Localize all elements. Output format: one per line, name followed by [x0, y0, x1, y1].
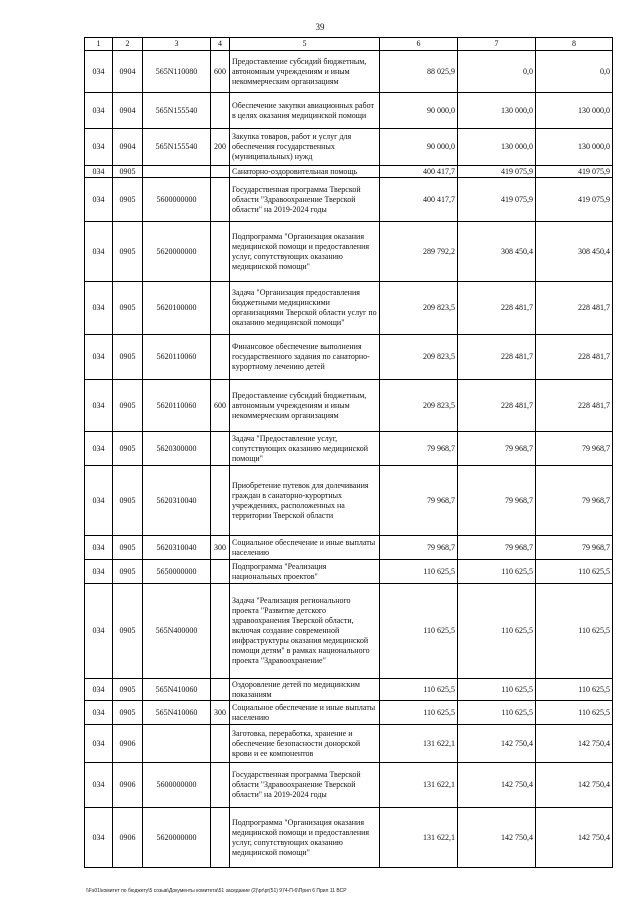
- cell-amount-year-1: 110 625,5: [380, 560, 458, 584]
- cell-section-code: 0905: [113, 432, 143, 466]
- table-row: [85, 432, 613, 466]
- cell-target-article: [143, 725, 211, 763]
- cell-description: Закупка товаров, работ и услуг для обеспечения государственных (муниципальных) нужд: [230, 129, 380, 166]
- cell-section-code: 0905: [113, 178, 143, 222]
- cell-section-code: 0905: [113, 560, 143, 584]
- cell-description: Обеспечение закупки авиационных работ в целях оказания медицинской помощи: [230, 93, 380, 129]
- cell-amount-year-2: 110 625,5: [458, 560, 536, 584]
- cell-expense-type: [211, 679, 230, 701]
- page-number: 39: [315, 22, 325, 32]
- cell-target-article: [143, 166, 211, 178]
- cell-amount-year-2: 142 750,4: [458, 763, 536, 808]
- cell-expense-type: [211, 725, 230, 763]
- cell-amount-year-3: 79 968,7: [536, 432, 613, 466]
- cell-description: Задача "Организация предоставления бюджетными медицинскими организациями Тверской области услуг по оказанию медицинской помощи": [230, 282, 380, 335]
- cell-amount-year-2: 142 750,4: [458, 808, 536, 868]
- cell-section-code: 0905: [113, 282, 143, 335]
- cell-target-article: 565N410060: [143, 701, 211, 725]
- cell-section-code: 0905: [113, 679, 143, 701]
- cell-expense-type: [211, 560, 230, 584]
- cell-amount-year-1: 90 000,0: [380, 93, 458, 129]
- cell-amount-year-2: 110 625,5: [458, 584, 536, 679]
- cell-amount-year-3: 228 481,7: [536, 335, 613, 380]
- cell-expense-type: [211, 432, 230, 466]
- cell-expense-type: [211, 335, 230, 380]
- file-path-footer: \\Fs01\комитет по бюджету\5 созыв\Документы комитета\51 заседание (2)\pr\pr(51) 974-П-6\Прил 6 Прил 11 ВСР: [86, 888, 347, 894]
- cell-ministry-code: 034: [85, 808, 113, 868]
- cell-amount-year-3: 419 075,9: [536, 178, 613, 222]
- cell-target-article: 5650000000: [143, 560, 211, 584]
- cell-amount-year-1: 400 417,7: [380, 166, 458, 178]
- cell-target-article: 5600000000: [143, 763, 211, 808]
- cell-description: Приобретение путевок для долечивания граждан в санаторно-курортных учреждениях, расположенных на территории Тверской области: [230, 466, 380, 536]
- cell-target-article: 5620300000: [143, 432, 211, 466]
- cell-ministry-code: 034: [85, 335, 113, 380]
- cell-description: Предоставление субсидий бюджетным, автономным учреждениям и иным некоммерческим организациям: [230, 380, 380, 432]
- cell-target-article: 5620310040: [143, 536, 211, 560]
- cell-description: Задача "Предоставление услуг, сопутствующих оказанию медицинской помощи": [230, 432, 380, 466]
- cell-description: Санаторно-оздоровительная помощь: [230, 166, 380, 178]
- cell-target-article: 5620110060: [143, 335, 211, 380]
- cell-section-code: 0905: [113, 466, 143, 536]
- cell-amount-year-2: 142 750,4: [458, 725, 536, 763]
- cell-amount-year-3: 110 625,5: [536, 560, 613, 584]
- cell-amount-year-2: 130 000,0: [458, 93, 536, 129]
- cell-ministry-code: 034: [85, 51, 113, 93]
- cell-target-article: 5620000000: [143, 808, 211, 868]
- cell-target-article: 565N400000: [143, 584, 211, 679]
- cell-section-code: 0905: [113, 222, 143, 282]
- cell-amount-year-2: 228 481,7: [458, 380, 536, 432]
- cell-amount-year-1: 289 792,2: [380, 222, 458, 282]
- cell-amount-year-1: 79 968,7: [380, 536, 458, 560]
- cell-amount-year-3: 142 750,4: [536, 808, 613, 868]
- header-col-3: 3: [143, 38, 211, 51]
- cell-target-article: 5620000000: [143, 222, 211, 282]
- cell-description: Оздоровление детей по медицинским показаниям: [230, 679, 380, 701]
- cell-amount-year-2: 79 968,7: [458, 432, 536, 466]
- cell-ministry-code: 034: [85, 560, 113, 584]
- cell-amount-year-2: 110 625,5: [458, 701, 536, 725]
- cell-section-code: 0905: [113, 166, 143, 178]
- cell-expense-type: 300: [211, 536, 230, 560]
- cell-amount-year-1: 90 000,0: [380, 129, 458, 166]
- cell-section-code: 0906: [113, 725, 143, 763]
- cell-amount-year-1: 131 622,1: [380, 808, 458, 868]
- cell-amount-year-2: 308 450,4: [458, 222, 536, 282]
- table-row: [85, 536, 613, 560]
- cell-description: Государственная программа Тверской области "Здравоохранение Тверской области" на 2019-2024 годы: [230, 763, 380, 808]
- cell-amount-year-1: 110 625,5: [380, 679, 458, 701]
- cell-description: Задача "Реализация регионального проекта "Развитие детского здравоохранения Тверской области, включая создание современной инфраструктуры оказания медицинской помощи детям" в рамках национального проекта "Здравоохранение": [230, 584, 380, 679]
- cell-amount-year-1: 131 622,1: [380, 725, 458, 763]
- table-row: [85, 560, 613, 584]
- header-col-2: 2: [113, 38, 143, 51]
- cell-amount-year-1: 400 417,7: [380, 178, 458, 222]
- table-row: [85, 51, 613, 93]
- cell-amount-year-1: 79 968,7: [380, 466, 458, 536]
- cell-description: Подпрограмма "Организация оказания медицинской помощи и предоставления услуг, сопутствующих оказанию медицинской помощи": [230, 222, 380, 282]
- cell-section-code: 0904: [113, 93, 143, 129]
- cell-expense-type: 600: [211, 380, 230, 432]
- table-row: [85, 380, 613, 432]
- cell-expense-type: 600: [211, 51, 230, 93]
- cell-section-code: 0904: [113, 51, 143, 93]
- cell-amount-year-3: 79 968,7: [536, 536, 613, 560]
- header-col-4: 4: [211, 38, 230, 51]
- cell-description: Предоставление субсидий бюджетным, автономным учреждениям и иным некоммерческим организациям: [230, 51, 380, 93]
- cell-description: Социальное обеспечение и иные выплаты населению: [230, 536, 380, 560]
- table-row: [85, 93, 613, 129]
- cell-target-article: 5620310040: [143, 466, 211, 536]
- cell-amount-year-2: 110 625,5: [458, 679, 536, 701]
- cell-ministry-code: 034: [85, 129, 113, 166]
- header-col-1: 1: [85, 38, 113, 51]
- cell-amount-year-1: 79 968,7: [380, 432, 458, 466]
- table-row: [85, 222, 613, 282]
- cell-target-article: 565N110080: [143, 51, 211, 93]
- cell-expense-type: [211, 166, 230, 178]
- table-row: [85, 808, 613, 868]
- cell-expense-type: [211, 282, 230, 335]
- cell-amount-year-2: 79 968,7: [458, 466, 536, 536]
- cell-expense-type: 200: [211, 129, 230, 166]
- table-row: [85, 679, 613, 701]
- cell-expense-type: 300: [211, 701, 230, 725]
- cell-target-article: 565N410060: [143, 679, 211, 701]
- cell-amount-year-3: 419 075,9: [536, 166, 613, 178]
- cell-section-code: 0905: [113, 701, 143, 725]
- cell-ministry-code: 034: [85, 93, 113, 129]
- cell-ministry-code: 034: [85, 222, 113, 282]
- header-col-7: 7: [458, 38, 536, 51]
- table-row: [85, 166, 613, 178]
- cell-expense-type: [211, 93, 230, 129]
- cell-amount-year-3: 79 968,7: [536, 466, 613, 536]
- cell-amount-year-3: 142 750,4: [536, 763, 613, 808]
- cell-expense-type: [211, 808, 230, 868]
- cell-ministry-code: 034: [85, 282, 113, 335]
- cell-amount-year-2: 130 000,0: [458, 129, 536, 166]
- table-row: [85, 282, 613, 335]
- cell-section-code: 0905: [113, 536, 143, 560]
- cell-amount-year-1: 88 025,9: [380, 51, 458, 93]
- cell-ministry-code: 034: [85, 763, 113, 808]
- cell-expense-type: [211, 763, 230, 808]
- cell-target-article: 5620110060: [143, 380, 211, 432]
- cell-ministry-code: 034: [85, 701, 113, 725]
- cell-expense-type: [211, 178, 230, 222]
- cell-amount-year-2: 419 075,9: [458, 166, 536, 178]
- cell-amount-year-3: 228 481,7: [536, 380, 613, 432]
- cell-section-code: 0906: [113, 763, 143, 808]
- cell-section-code: 0905: [113, 584, 143, 679]
- budget-table: [84, 37, 613, 868]
- cell-amount-year-1: 110 625,5: [380, 701, 458, 725]
- table-row: [85, 763, 613, 808]
- table-row: [85, 584, 613, 679]
- cell-amount-year-3: 0,0: [536, 51, 613, 93]
- table-row: [85, 178, 613, 222]
- cell-amount-year-2: 79 968,7: [458, 536, 536, 560]
- cell-amount-year-3: 130 000,0: [536, 129, 613, 166]
- cell-amount-year-3: 228 481,7: [536, 282, 613, 335]
- cell-ministry-code: 034: [85, 725, 113, 763]
- cell-amount-year-3: 110 625,5: [536, 701, 613, 725]
- cell-expense-type: [211, 466, 230, 536]
- table-row: [85, 725, 613, 763]
- cell-ministry-code: 034: [85, 166, 113, 178]
- cell-section-code: 0905: [113, 335, 143, 380]
- cell-description: Подпрограмма "Реализация национальных проектов": [230, 560, 380, 584]
- cell-amount-year-3: 110 625,5: [536, 584, 613, 679]
- cell-section-code: 0906: [113, 808, 143, 868]
- table-row: [85, 701, 613, 725]
- cell-amount-year-1: 131 622,1: [380, 763, 458, 808]
- cell-amount-year-3: 130 000,0: [536, 93, 613, 129]
- cell-description: Заготовка, переработка, хранение и обеспечение безопасности донорской крови и ее компонентов: [230, 725, 380, 763]
- cell-description: Социальное обеспечение и иные выплаты населению: [230, 701, 380, 725]
- cell-description: Финансовое обеспечение выполнения государственного задания по санаторно-курортному лечению детей: [230, 335, 380, 380]
- cell-ministry-code: 034: [85, 536, 113, 560]
- table-header-row: [85, 38, 613, 51]
- cell-section-code: 0905: [113, 380, 143, 432]
- header-col-6: 6: [380, 38, 458, 51]
- cell-amount-year-3: 142 750,4: [536, 725, 613, 763]
- header-col-5: 5: [230, 38, 380, 51]
- cell-amount-year-1: 209 823,5: [380, 380, 458, 432]
- cell-target-article: 565N155540: [143, 93, 211, 129]
- cell-expense-type: [211, 222, 230, 282]
- header-col-8: 8: [536, 38, 613, 51]
- table-row: [85, 129, 613, 166]
- cell-amount-year-2: 0,0: [458, 51, 536, 93]
- cell-ministry-code: 034: [85, 584, 113, 679]
- cell-ministry-code: 034: [85, 432, 113, 466]
- cell-target-article: 5620100000: [143, 282, 211, 335]
- cell-amount-year-2: 419 075,9: [458, 178, 536, 222]
- cell-target-article: 565N155540: [143, 129, 211, 166]
- table-row: [85, 335, 613, 380]
- cell-amount-year-3: 308 450,4: [536, 222, 613, 282]
- cell-ministry-code: 034: [85, 380, 113, 432]
- cell-target-article: 5600000000: [143, 178, 211, 222]
- cell-description: Государственная программа Тверской области "Здравоохранение Тверской области" на 2019-2024 годы: [230, 178, 380, 222]
- cell-description: Подпрограмма "Организация оказания медицинской помощи и предоставления услуг, сопутствующих оказанию медицинской помощи": [230, 808, 380, 868]
- cell-amount-year-3: 110 625,5: [536, 679, 613, 701]
- cell-amount-year-1: 209 823,5: [380, 282, 458, 335]
- table-row: [85, 466, 613, 536]
- cell-amount-year-2: 228 481,7: [458, 335, 536, 380]
- cell-amount-year-1: 110 625,5: [380, 584, 458, 679]
- cell-section-code: 0904: [113, 129, 143, 166]
- cell-ministry-code: 034: [85, 178, 113, 222]
- cell-amount-year-1: 209 823,5: [380, 335, 458, 380]
- cell-expense-type: [211, 584, 230, 679]
- cell-ministry-code: 034: [85, 679, 113, 701]
- cell-amount-year-2: 228 481,7: [458, 282, 536, 335]
- cell-ministry-code: 034: [85, 466, 113, 536]
